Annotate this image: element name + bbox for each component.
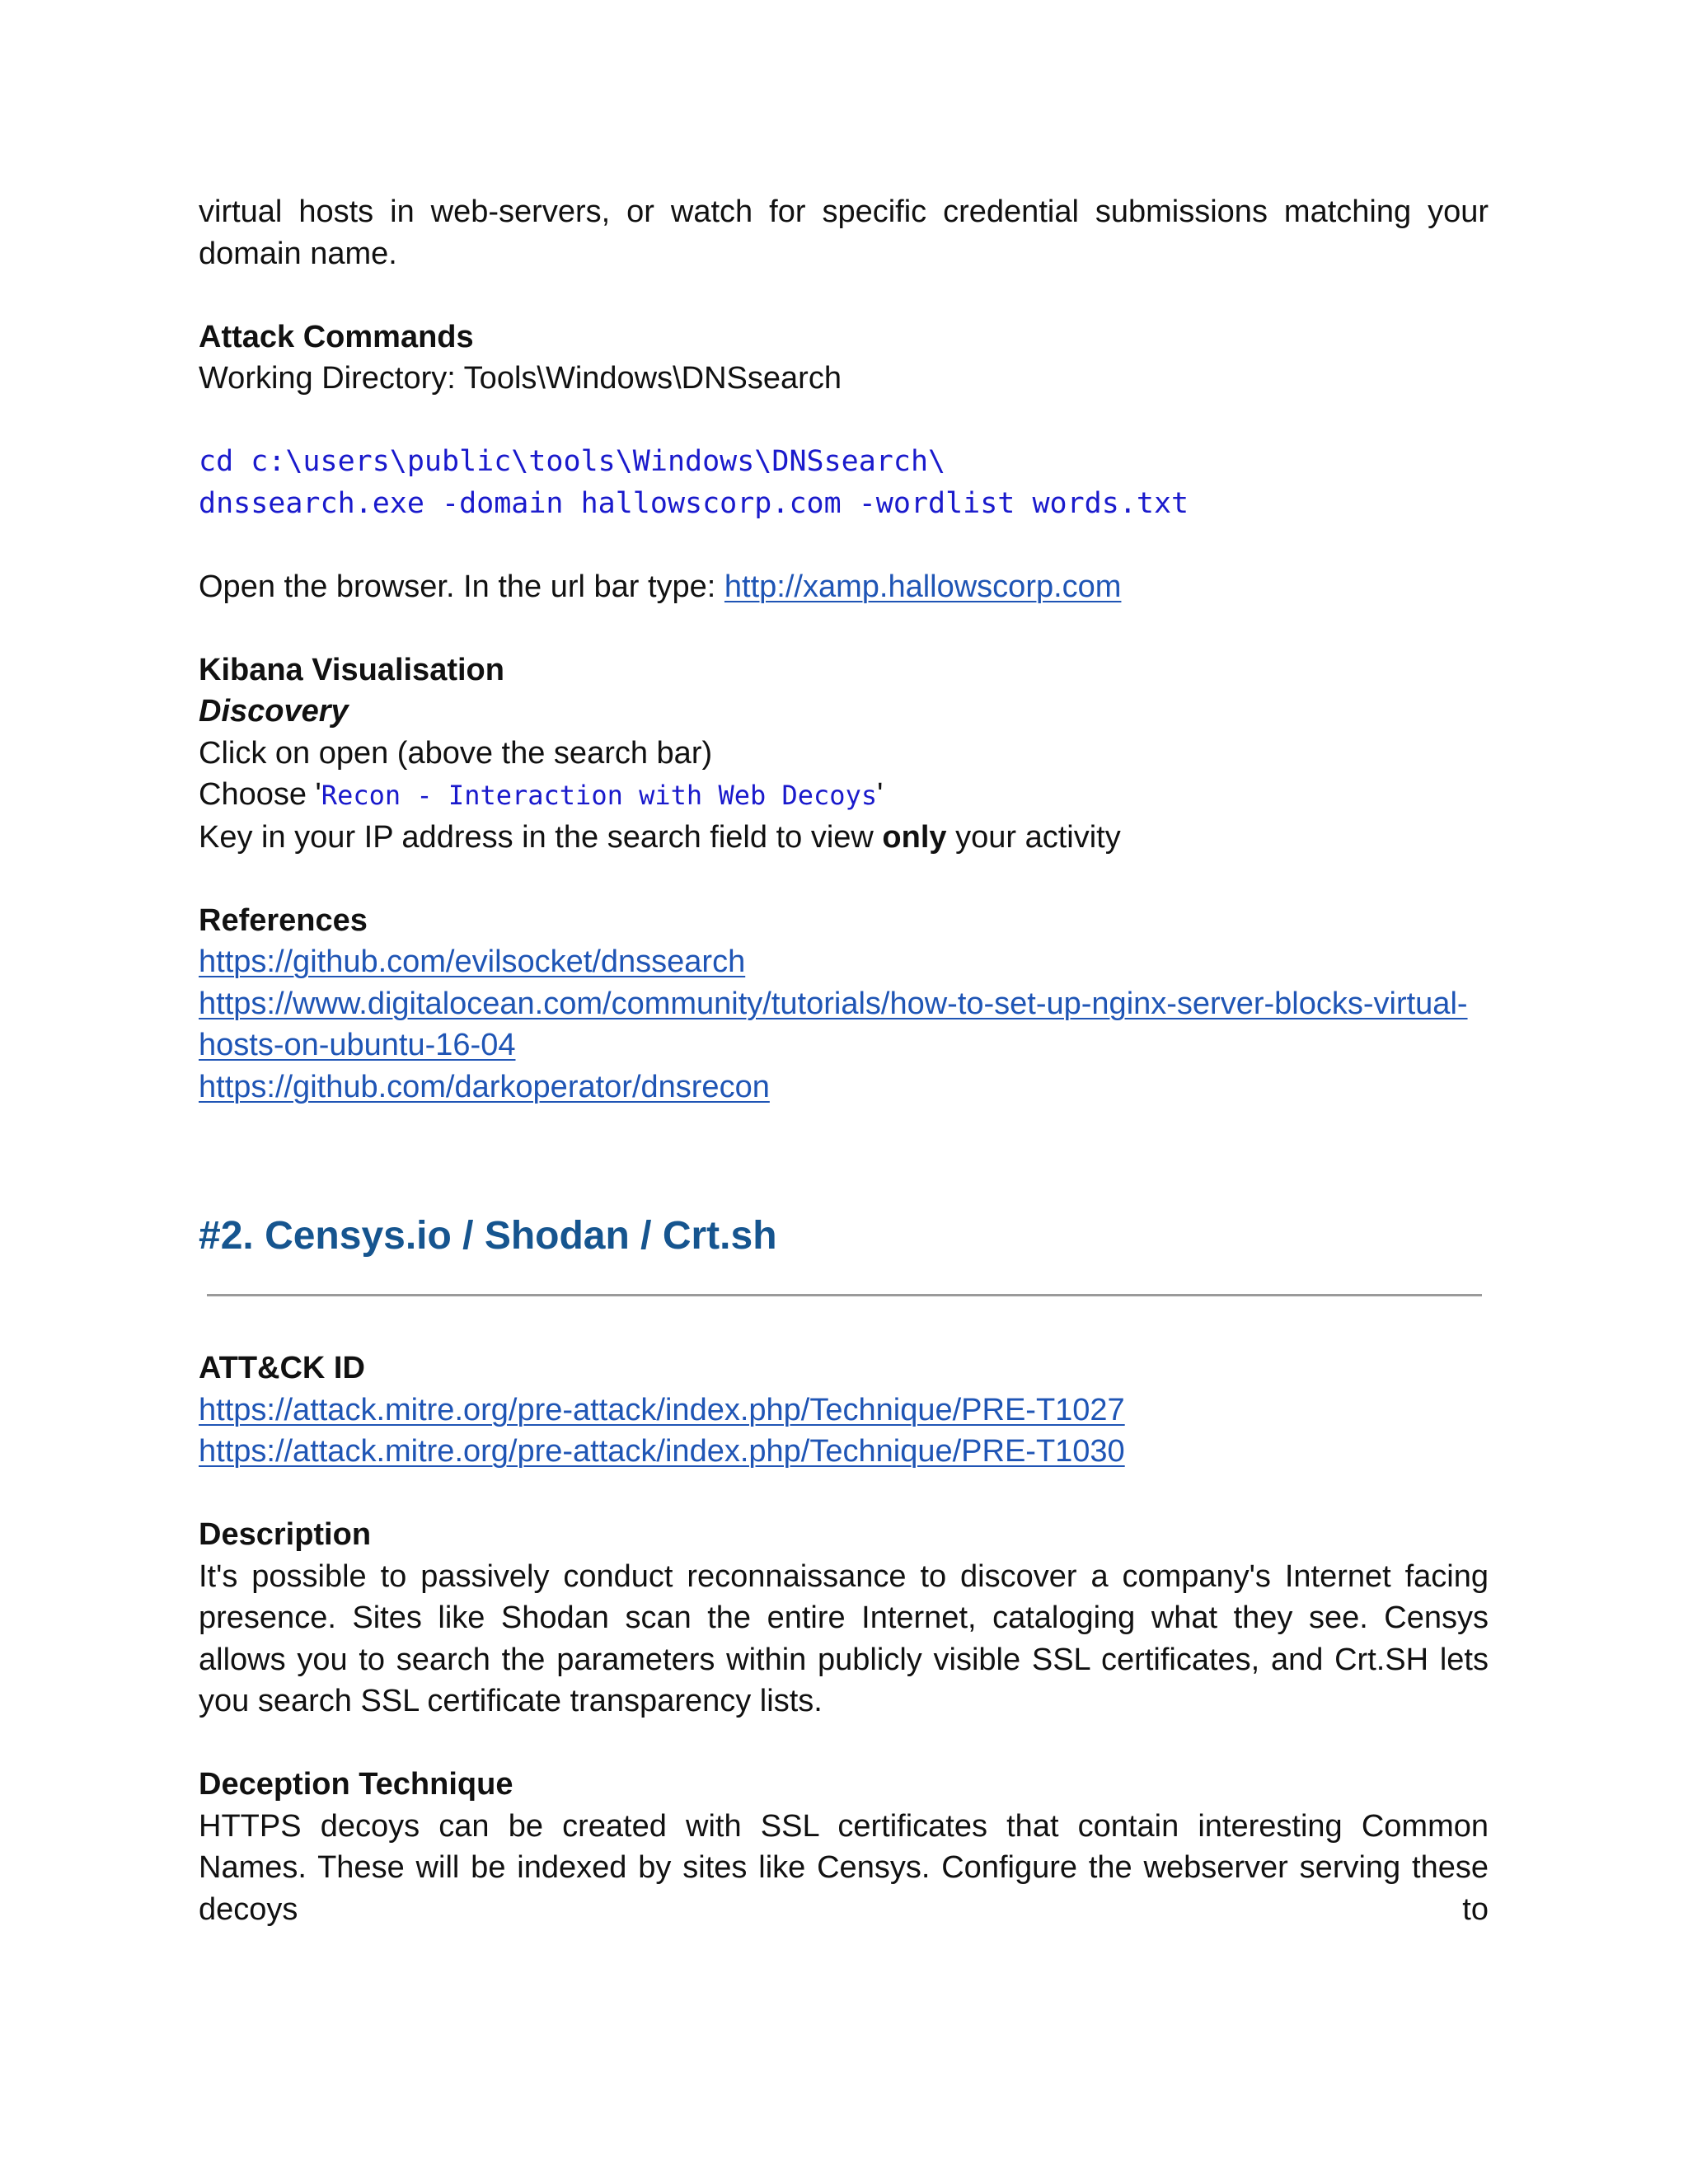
kibana-step-key (199, 817, 1489, 859)
reference-link-dnsrecon[interactable]: https://github.com/darkoperator/dnsrecon (199, 1069, 770, 1104)
attck-line (199, 1390, 1489, 1432)
spacer (199, 1296, 1489, 1347)
description-heading: Description (199, 1517, 372, 1552)
choose-code: Recon - Interaction with Web Decoys (321, 780, 878, 811)
document-body (199, 191, 1489, 1930)
spacer (199, 607, 1489, 649)
spacer (199, 858, 1489, 900)
intro-paragraph: virtual hosts in web-servers, or watch for specific credential submissions matching your domain name. (199, 194, 1489, 271)
kibana-step-open: Click on open (above the search bar) (199, 735, 713, 771)
attck-line (199, 1431, 1489, 1473)
attck-link-t1030[interactable]: https://attack.mitre.org/pre-attack/index.php/Technique/PRE-T1030 (199, 1434, 1125, 1469)
working-directory: Working Directory: Tools\Windows\DNSsearch (199, 361, 842, 396)
spacer (199, 524, 1489, 566)
section-title: #2. Censys.io / Shodan / Crt.sh (199, 1214, 777, 1258)
reference-link-dnssearch[interactable]: https://github.com/evilsocket/dnssearch (199, 944, 746, 979)
reference-line (199, 941, 1489, 983)
deception-paragraph: HTTPS decoys can be created with SSL certificates that contain interesting Common Names. These will be indexed by sites like Censys. Configure the webserver serving these decoys to (199, 1808, 1489, 1927)
reference-link-digitalocean-cont[interactable]: hosts-on-ubuntu-16-04 (199, 1028, 516, 1062)
reference-line (199, 983, 1489, 1025)
spacer (199, 274, 1489, 316)
kibana-step-choose (199, 774, 1489, 817)
key-prefix: Key in your IP address in the search field to view (199, 819, 883, 855)
code-line-cd: cd c:\users\public\tools\Windows\DNSsearch\ (199, 445, 946, 478)
reference-link-digitalocean[interactable]: https://www.digitalocean.com/community/tutorials/how-to-set-up-nginx-server-blocks-virtual- (199, 986, 1468, 1021)
discovery-subheading: Discovery (199, 694, 349, 729)
reference-line (199, 1066, 1489, 1108)
key-bold: only (882, 819, 947, 855)
description-paragraph: It's possible to passively conduct reconnaissance to discover a company's Internet facing presence. Sites like Shodan scan the entire Internet, cataloging what they see. Censys allows you to search the parameters within publicly visible SSL certificates, and Crt.SH lets you search SSL certificate transparency lists. (199, 1558, 1489, 1718)
browser-instruction-text: Open the browser. In the url bar type: (199, 569, 724, 604)
key-suffix: your activity (946, 819, 1121, 855)
references-heading: References (199, 902, 368, 938)
browser-instruction (199, 566, 1489, 608)
spacer (199, 400, 1489, 442)
choose-suffix: ' (877, 777, 884, 812)
deception-technique-heading: Deception Technique (199, 1767, 513, 1802)
reference-line (199, 1024, 1489, 1066)
attack-commands-heading: Attack Commands (199, 319, 474, 354)
spacer (199, 1722, 1489, 1765)
kibana-heading: Kibana Visualisation (199, 652, 504, 687)
choose-prefix: Choose ' (199, 777, 321, 812)
xamp-link[interactable]: http://xamp.hallowscorp.com (724, 569, 1122, 604)
spacer (199, 1473, 1489, 1515)
spacer (199, 1261, 1489, 1294)
spacer (199, 1108, 1489, 1212)
attck-link-t1027[interactable]: https://attack.mitre.org/pre-attack/index.php/Technique/PRE-T1027 (199, 1392, 1125, 1427)
attck-id-heading: ATT&CK ID (199, 1351, 365, 1385)
code-line-dnssearch: dnssearch.exe -domain hallowscorp.com -wordlist words.txt (199, 486, 1189, 520)
